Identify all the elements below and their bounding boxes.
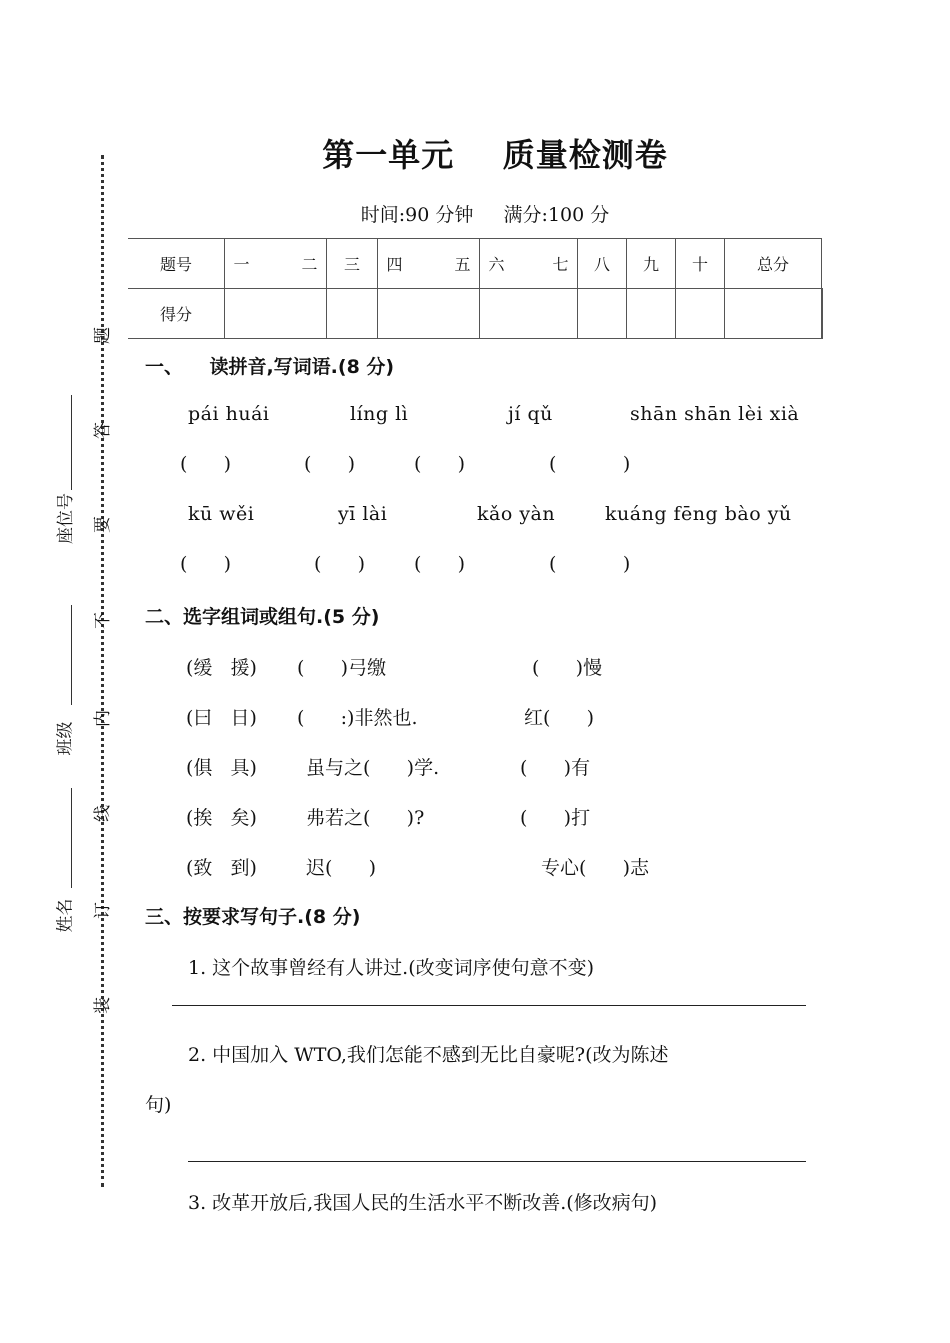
score-cell[interactable] [225, 289, 327, 339]
answer-blank[interactable]: ( ) [314, 553, 366, 575]
header-cell: 题号 [128, 239, 225, 289]
binding-char: 订 [93, 902, 113, 919]
header-cell: 九 [627, 239, 676, 289]
pinyin: yī lài [338, 503, 388, 525]
answer-blank[interactable]: ( ) [414, 453, 466, 475]
answer-blank[interactable]: ( ) [414, 553, 466, 575]
header-cell: 八 [578, 239, 627, 289]
section-2-heading: 二、选字组词或组句.(5 分) [145, 606, 380, 628]
section-3-heading: 三、按要求写句子.(8 分) [145, 906, 361, 928]
header-cell-group [225, 239, 327, 289]
header-cell: 一 [233, 255, 250, 274]
char-pair: (缓 援) [186, 657, 257, 679]
char-pair: (曰 日) [186, 707, 257, 729]
score-cell[interactable] [822, 289, 823, 339]
question-2: 2. 中国加入 WTO,我们怎能不感到无比自豪呢?(改为陈述 [188, 1044, 669, 1066]
binding-char: 装 [93, 997, 113, 1014]
answer-blank[interactable]: ( ) [549, 553, 631, 575]
question-1: 1. 这个故事曾经有人讲过.(改变词序使句意不变) [188, 957, 595, 979]
pinyin: kǎo yàn [477, 503, 556, 525]
score-cell[interactable] [327, 289, 378, 339]
score-cell[interactable] [627, 289, 676, 339]
header-cell: 二 [301, 255, 318, 274]
class-blank [71, 605, 72, 705]
header-cell: 十 [676, 239, 725, 289]
fill-item[interactable]: 虽与之( )学. [306, 757, 440, 779]
char-pair: (挨 矣) [186, 807, 257, 829]
binding-char: 不 [93, 612, 113, 629]
header-cell: 六 [488, 255, 505, 274]
score-cell[interactable] [676, 289, 725, 339]
class-label: 班级 [55, 721, 76, 756]
pinyin: shān shān lèi xià [630, 403, 800, 425]
pinyin: kuáng fēng bào yǔ [605, 503, 792, 525]
binding-dotted-line [101, 155, 104, 1187]
binding-char: 要 [93, 516, 113, 533]
score-cell[interactable] [578, 289, 627, 339]
table-row [128, 239, 823, 289]
name-blank [71, 788, 72, 888]
answer-line[interactable] [172, 1005, 806, 1006]
score-table [128, 238, 823, 339]
score-cell[interactable] [480, 289, 578, 339]
char-pair: (俱 具) [186, 757, 257, 779]
name-label: 姓名 [55, 898, 76, 933]
header-cell: 七 [552, 255, 569, 274]
answer-line[interactable] [188, 1161, 806, 1162]
score-cell[interactable] [378, 289, 480, 339]
section-1-heading: 一、 读拼音,写词语.(8 分) [145, 356, 395, 378]
fill-item[interactable]: 红( ) [524, 707, 595, 729]
fill-item[interactable]: 迟( ) [306, 857, 377, 879]
char-pair: (致 到) [186, 857, 257, 879]
answer-blank[interactable]: ( ) [304, 453, 356, 475]
seat-number-label: 座位号 [56, 493, 76, 544]
table-row [128, 289, 823, 339]
fill-item[interactable]: ( )有 [520, 757, 591, 779]
answer-blank[interactable]: ( ) [549, 453, 631, 475]
pinyin: pái huái [188, 403, 270, 425]
page-title: 第一单元 质量检测卷 [322, 136, 668, 174]
answer-blank[interactable]: ( ) [180, 553, 232, 575]
question-2-continued: 句) [145, 1094, 172, 1116]
binding-char: 内 [93, 710, 113, 727]
pinyin: jí qǔ [508, 403, 553, 425]
score-cell[interactable] [725, 289, 822, 339]
question-3: 3. 改革开放后,我国人民的生活水平不断改善.(修改病句) [188, 1192, 658, 1214]
fill-item[interactable]: ( )慢 [532, 657, 603, 679]
exam-time-score: 时间:90 分钟 满分:100 分 [360, 204, 610, 226]
seat-number-blank [71, 395, 72, 490]
fill-item[interactable]: ( )打 [520, 807, 591, 829]
row-label: 得分 [128, 289, 225, 339]
binding-char: 答 [93, 422, 113, 439]
fill-item[interactable]: 弗若之( )? [306, 807, 425, 829]
answer-blank[interactable]: ( ) [180, 453, 232, 475]
fill-item[interactable]: ( :)非然也. [297, 707, 418, 729]
header-cell: 五 [454, 255, 471, 274]
fill-item[interactable]: ( )弓缴 [297, 657, 387, 679]
header-cell: 总分 [725, 239, 822, 289]
binding-char: 线 [93, 805, 113, 822]
fill-item[interactable]: 专心( )志 [541, 857, 650, 879]
header-cell: 三 [327, 239, 378, 289]
binding-char: 题 [93, 327, 113, 344]
header-cell-group [480, 239, 578, 289]
pinyin: kū wěi [188, 503, 255, 525]
pinyin: líng lì [350, 403, 409, 425]
header-cell: 四 [386, 255, 403, 274]
header-cell-group [378, 239, 480, 289]
